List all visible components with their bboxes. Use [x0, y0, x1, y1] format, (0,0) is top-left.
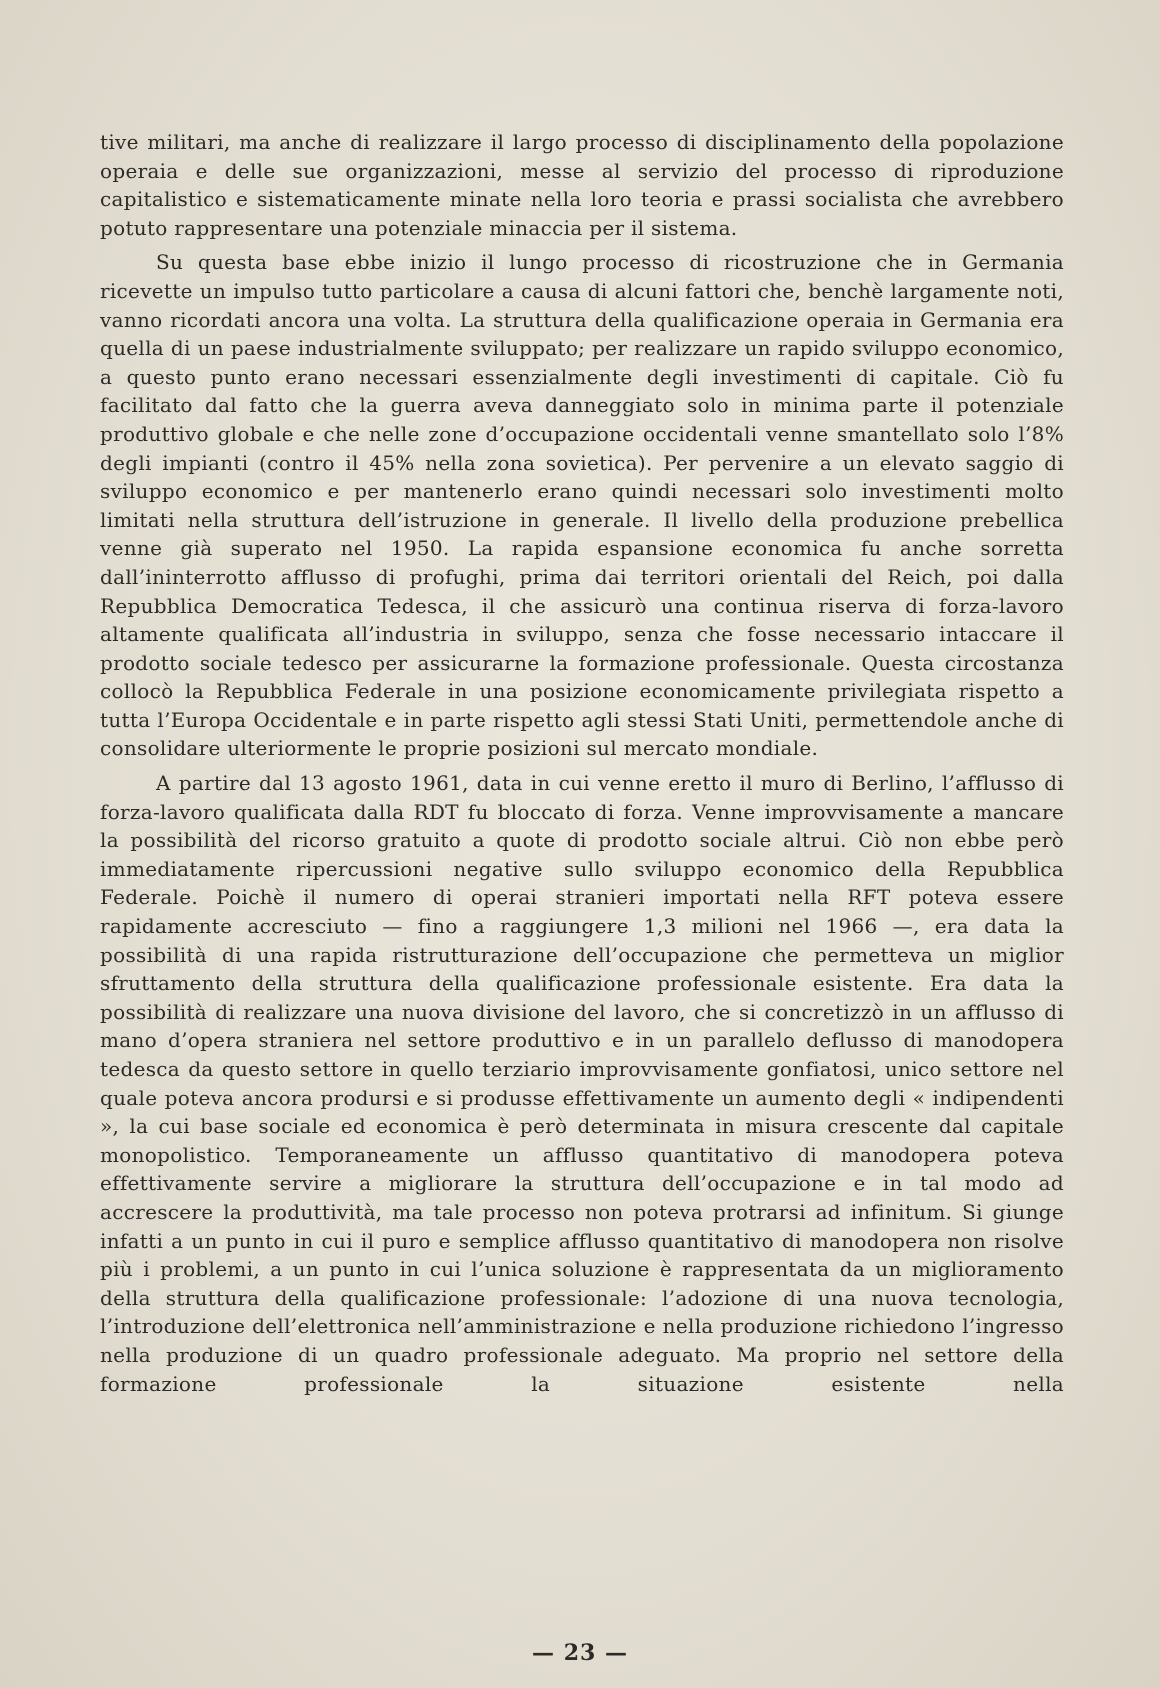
paragraph-reconstruction: Su questa base ebbe inizio il lungo processo di ricostruzione che in Germania ricevette un impulso tutto particolare a causa di alcuni fattori che, benchè largamente noti, vanno ricordati ancora una volta. La struttura della qualificazione operaia in Germania era quella di un paese industrialmente sviluppato; per realizzare un rapido sviluppo economico, a questo punto erano necessari essenzialmente degli investimenti di capitale. Ciò fu facilitato dal fatto che la guerra aveva danneggiato solo in minima parte il potenziale produttivo globale e che nelle zone d’occupazione occidentali venne smantellato solo l’8% degli impianti (contro il 45% nella zona sovietica). Per pervenire a un elevato saggio di sviluppo economico e per mantenerlo erano quindi necessari solo investimenti molto limitati nella struttura dell’istruzione in generale. Il livello della produzione prebellica venne già superato nel 1950. La rapida espansione economica fu anche sorretta dall’ininterrotto afflusso di profughi, prima dai territori orientali del Reich, poi dalla Repubblica Democratica Tedesca, il che assicurò una continua riserva di forza-lavoro altamente qualificata all’industria in sviluppo, senza che fosse necessario intaccare il prodotto sociale tedesco per assicurarne la formazione professionale. Questa circostanza collocò la Repubblica Federale in una posizione economicamente privilegiata rispetto a tutta l’Europa Occidentale e in parte rispetto agli stessi Stati Uniti, permettendole anche di consolidare ulteriormente le proprie posizioni sul mercato mondiale.	[100, 250, 1064, 761]
paragraph-continuation: tive militari, ma anche di realizzare il largo processo di disciplinamento della popolazione operaia e delle sue organizzazioni, messe al servizio del processo di riproduzione capitalistico e sistematicamente minate nella loro teoria e prassi socialista che avrebbero potuto rappresentare una potenziale minaccia per il sistema.	[100, 130, 1064, 240]
page-number: — 23 —	[532, 1640, 628, 1666]
body-text	[100, 128, 1064, 1404]
paragraph-berlin-wall: A partire dal 13 agosto 1961, data in cui venne eretto il muro di Berlino, l’afflusso di forza-lavoro qualificata dalla RDT fu bloccato di forza. Venne improvvisamente a mancare la possibilità del ricorso gratuito a quote di prodotto sociale altrui. Ciò non ebbe però immediatamente ripercussioni negative sullo sviluppo economico della Repubblica Federale. Poichè il numero di operai stranieri importati nella RFT poteva essere rapidamente accresciuto — fino a raggiungere 1,3 milioni nel 1966 —, era data la possibilità di una rapida ristrutturazione dell’occupazione che permetteva un miglior sfruttamento della struttura della qualificazione professionale esistente. Era data la possibilità di realizzare una nuova divisione del lavoro, che si concretizzò in un afflusso di mano d’opera straniera nel settore produttivo e in un parallelo deflusso di manodopera tedesca da questo settore in quello terziario improvvisamente gonfiatosi, unico settore nel quale poteva ancora prodursi e si produsse effettivamente un aumento degli « indipendenti », la cui base sociale ed economica è però determinata in misura crescente dal capitale monopolistico. Temporaneamente un afflusso quantitativo di manodopera poteva effettivamente servire a migliorare la struttura dell’occupazione e in tal modo ad accrescere la produttività, ma tale processo non poteva protrarsi ad infinitum. Si giunge infatti a un punto in cui il puro e semplice afflusso quantitativo di manodopera non risolve più i problemi, a un punto in cui l’unica soluzione è rappresentata da un miglioramento della struttura della qualificazione professionale: l’adozione di una nuova tecnologia, l’introduzione dell’elettronica nell’amministrazione e nella produzione richiedono l’ingresso nella produzione di un quadro professionale adeguato. Ma proprio nel settore della formazione professionale la situazione esistente nella	[100, 771, 1064, 1396]
